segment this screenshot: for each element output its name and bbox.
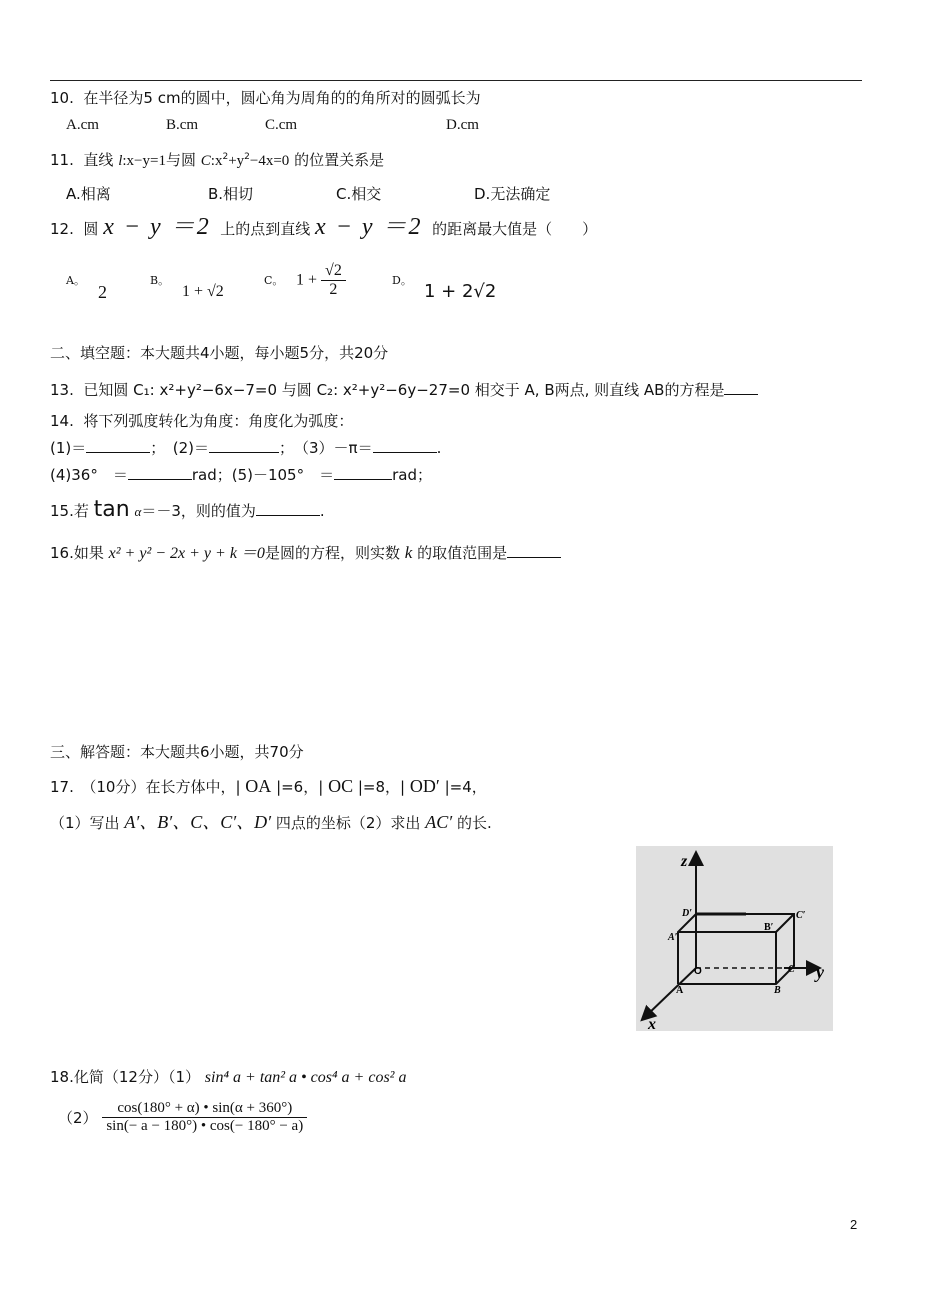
q11-option-a: A.相离 xyxy=(66,185,111,203)
q12-option-c: 1 + $\frac{√2}{2}$ xyxy=(296,262,346,299)
q15: 15.若 tan α＝－3，则的值为 . xyxy=(50,497,325,522)
point-d-prime-label: D′ xyxy=(682,908,693,919)
q10-option-d: D.cm xyxy=(446,117,479,133)
axis-x-label: x xyxy=(648,1016,656,1031)
q18-part-2: （2） $\frac{\cos(180^\circ + \alpha) • \sin(\alpha + 360^\circ)}{\sin(- a - 180^\circ) • \cos(- 180^\circ - a)}$ xyxy=(58,1100,307,1135)
q11-option-d: D.无法确定 xyxy=(474,185,551,203)
q10-option-b: B.cm xyxy=(166,117,199,133)
q11: 11. 直线 l:x−y=1与圆 $C:x^2+y^2-4x=0$ 的位置关系是 xyxy=(50,151,385,169)
q17-line-2: （1）写出 A′、B′、C、C′、D′ 四点的坐标（2）求出 AC′ 的长. xyxy=(50,812,492,832)
q10-option-c: C.cm xyxy=(265,117,298,133)
point-c-label: C xyxy=(788,964,795,975)
point-o-label: O xyxy=(694,966,702,977)
q12-label-a: A。 xyxy=(66,274,85,287)
section-3-heading: 三、解答题：本大题共6小题，共70分 xyxy=(50,743,304,761)
q11-option-c: C.相交 xyxy=(336,185,382,203)
section-2-heading: 二、填空题：本大题共4小题，每小题5分，共20分 xyxy=(50,344,389,362)
q10: 10. 在半径为5 cm的圆中，圆心角为周角的的角所对的圆弧长为 xyxy=(50,89,481,107)
q14-row-2: (4)36° ＝ rad；(5)－105° ＝ rad； xyxy=(50,466,432,484)
point-a-label: A xyxy=(676,985,684,996)
q12-label-c: C。 xyxy=(264,274,284,287)
q12-label-d: D。 xyxy=(392,274,412,287)
q16: 16.如果 x² + y² − 2x + y + k ＝0是圆的方程，则实数 k 的取值范围是 xyxy=(50,540,561,567)
q14: 14. 将下列弧度转化为角度：角度化为弧度： xyxy=(50,412,354,430)
axis-z-label: z xyxy=(681,853,688,870)
top-rule xyxy=(50,80,862,81)
q12-option-b: 1 + √2 xyxy=(182,283,224,300)
q12-option-a: 2 xyxy=(98,282,107,302)
q10-option-a: A.cm xyxy=(66,117,99,133)
q12-label-b: B。 xyxy=(150,274,170,287)
q14-row-1: (1)＝ ； (2)＝ ； （3）－π＝ . xyxy=(50,439,442,457)
q11-option-b: B.相切 xyxy=(208,185,254,203)
cuboid-diagram xyxy=(636,846,833,1031)
point-b-label: B xyxy=(774,985,781,996)
q18-line-1: 18.化简（12分）（1） sin⁴ a + tan² a • cos⁴ a + cos² a xyxy=(50,1068,407,1086)
q17-line-1: 17. （10分）在长方体中，| OA |=6，| OC |=8，| OD′ |=4， xyxy=(50,776,487,796)
axis-y-label: y xyxy=(816,962,824,982)
q13: 13. 已知圆 C₁: x²+y²−6x−7=0 与圆 C₂: x²+y²−6y−27=0 相交于 A, B两点, 则直线 AB的方程是 xyxy=(50,380,758,400)
point-a-prime-label: A′ xyxy=(668,932,678,943)
q12: 12. 圆 x − y ＝2 上的点到直线 x − y ＝2 的距离最大值是（ ） xyxy=(50,214,598,240)
point-c-prime-label: C′ xyxy=(796,910,806,921)
point-b-prime-label: B′ xyxy=(764,922,774,933)
q12-option-d: 1 + 2√2 xyxy=(424,281,497,302)
page-number: 2 xyxy=(850,1217,858,1232)
cuboid-figure xyxy=(636,846,833,1031)
